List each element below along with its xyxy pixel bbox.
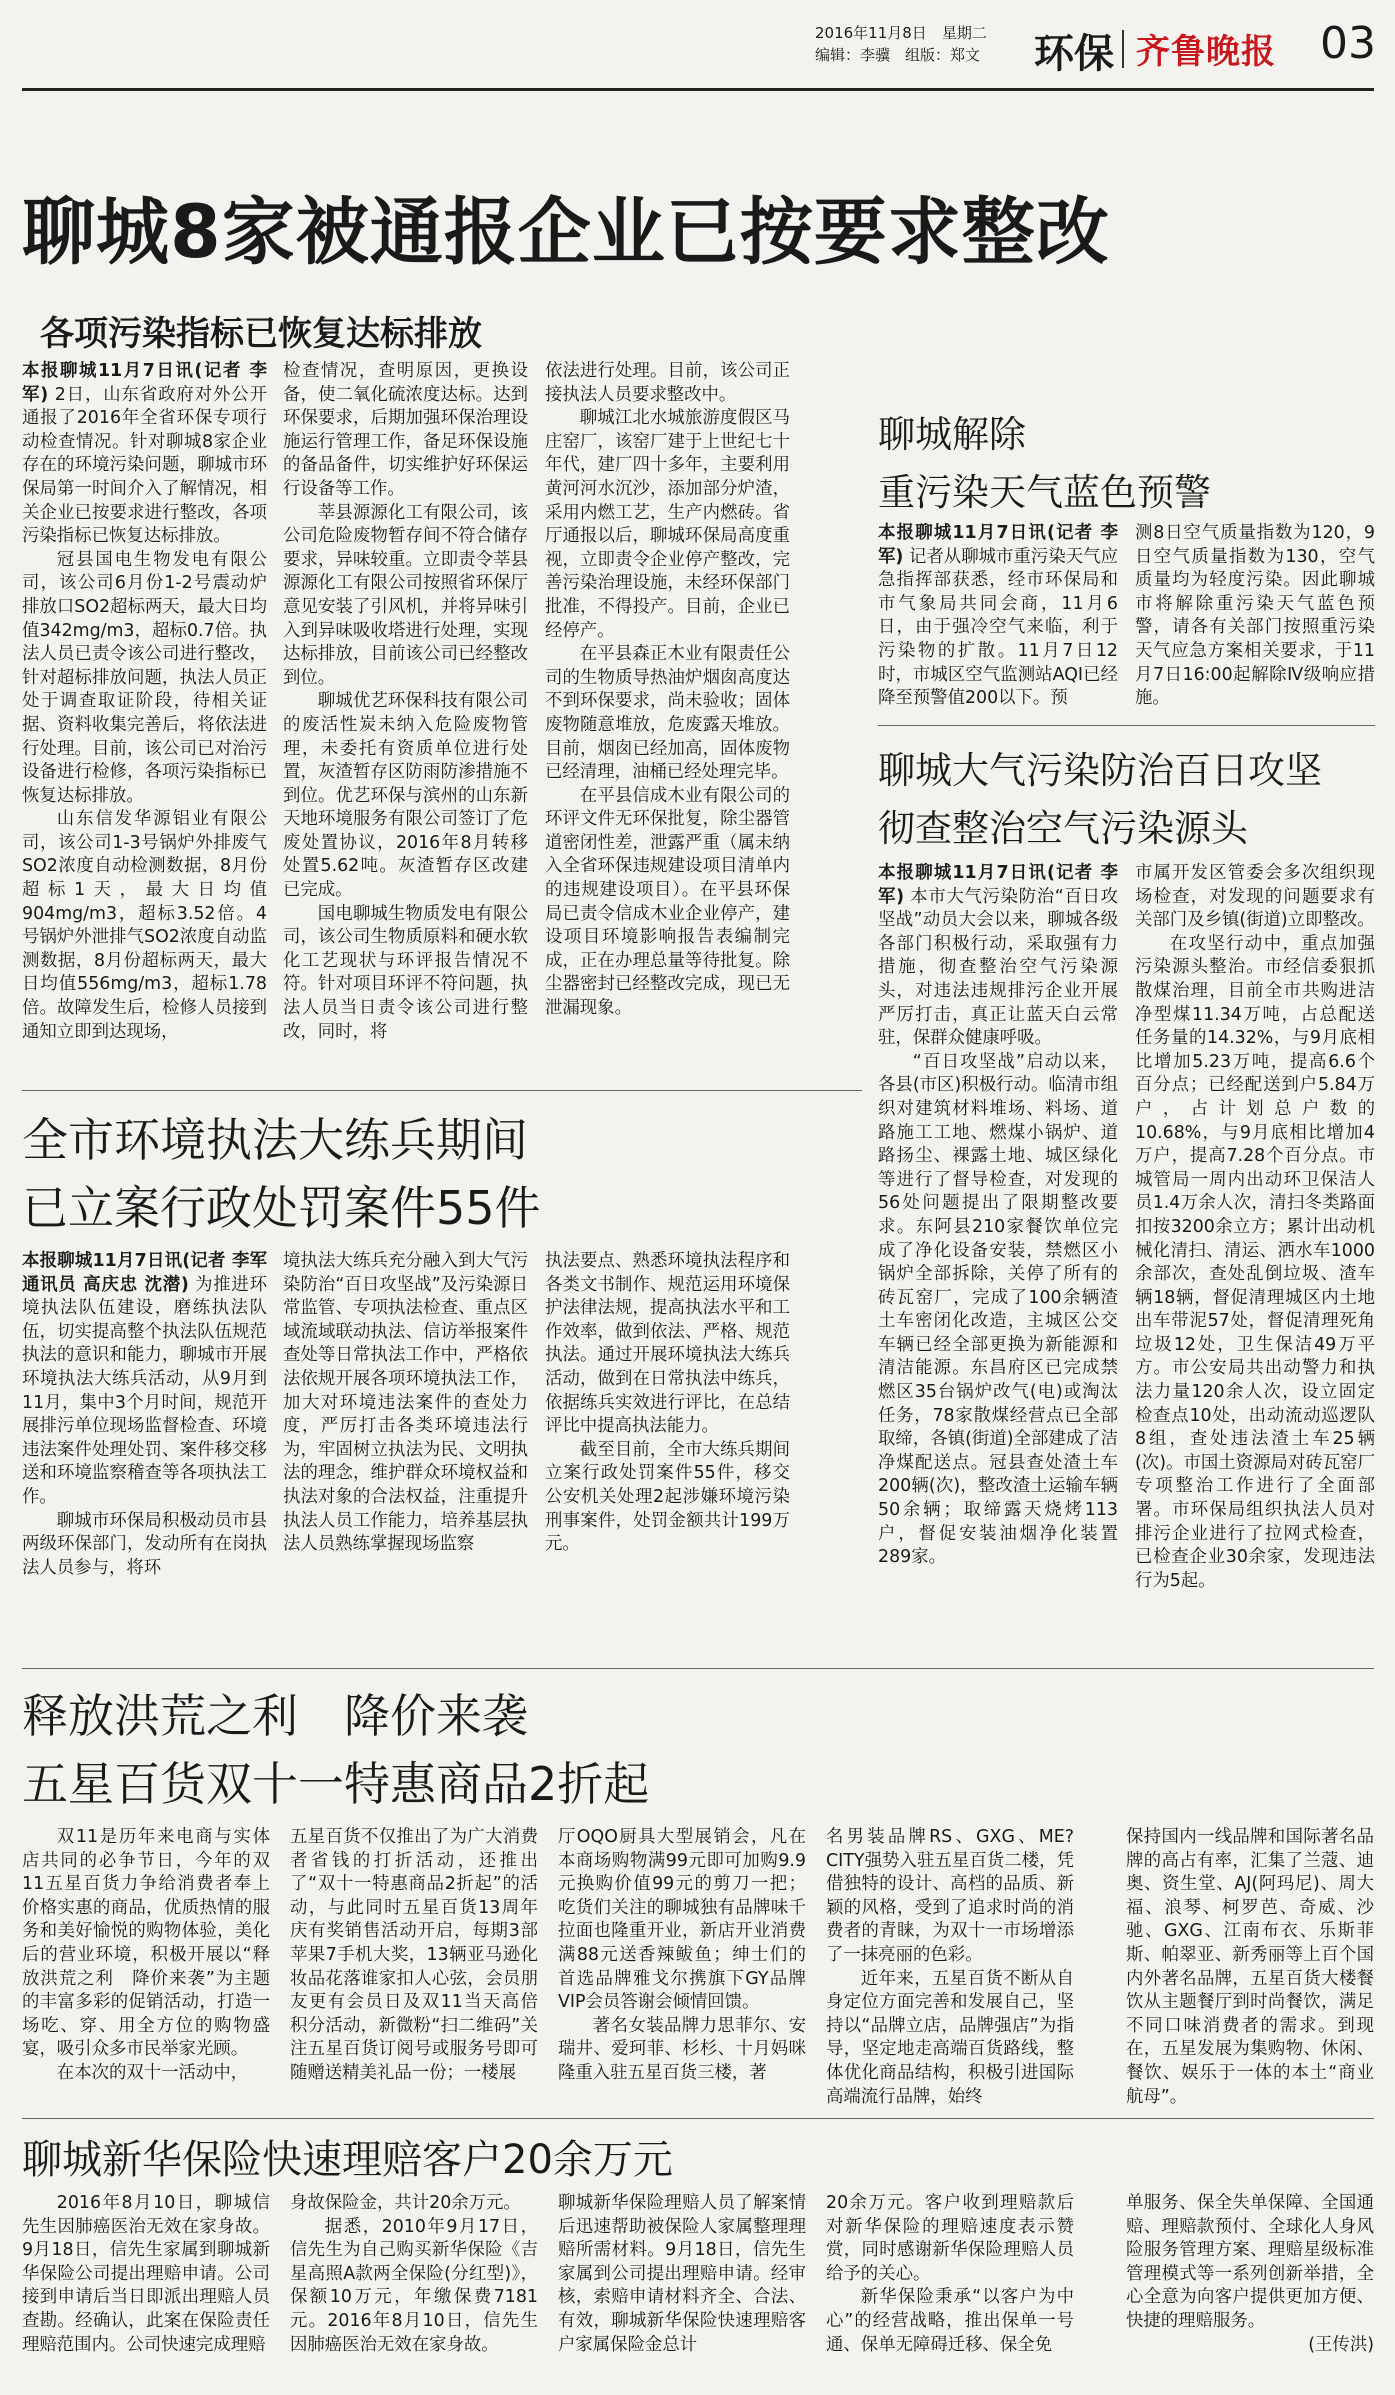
- a1-dateline: 本报聊城11月7日讯(记者 李军): [22, 361, 267, 405]
- a1-col3: [545, 360, 790, 1060]
- a3-headline-line1: 聊城大气污染防治百日攻坚: [878, 749, 1322, 792]
- a6-c4-p2: 新华保险秉承“以客户为中心”的经营战略，推出保单一号通、保单无障碍迁移、保全免: [826, 2287, 1074, 2355]
- a3-c1-p2: “百日攻坚战”启动以来，各县(市区)积极行动。临清市组织对建筑材料堆场、料场、道路施工工地、燃煤小锅炉、道路扬尘、裸露土地、城区绿化等进行了督导检查，对发现的56处问题提出了限期整改要求。东阿县210家餐饮单位完成了净化设备安装，禁燃区小锅炉全部拆除，关停了所有的砖瓦窑厂，完成了100余辆渣土车密闭化改造，主城区公交车辆已经全部更换为新能源和清洁能源。东昌府区已完成禁燃区35台锅炉改气(电)或淘汰任务，78家散煤经营点已全部取缔，各镇(街道)全部建成了洁净煤配送点。冠县查处渣土车200辆(次)，整改渣土运输车辆50余辆；取缔露天烧烤113户，督促安装油烟净化装置289家。: [878, 1051, 1118, 1568]
- a2-headline-line1: 聊城解除: [878, 413, 1026, 456]
- a3-col2: [1135, 862, 1375, 1732]
- a6-headline: 聊城新华保险快速理赔客户20余万元: [22, 2137, 673, 2183]
- a6-col3: [558, 2192, 806, 2382]
- a1-c2-p2: 莘县源源化工有限公司，该公司危险废物暂存间不符合储存要求，异味较重。立即责令莘县源源化工有限公司按照省环保厅意见安装了引风机，并将异味引入到异味吸收塔进行处理，实现达标排放，目前该公司已经整改到位。: [283, 502, 528, 688]
- a5-col3: [558, 1826, 806, 2116]
- a2-dateline: 本报聊城11月7日讯(记者 李军): [878, 523, 1118, 567]
- a1-c1-p1: 2日，山东省政府对外公开通报了2016年全省环保专项行动检查情况。针对聊城8家企业存在的环境污染问题，聊城市环保局第一时间介入了解情况，相关企业已按要求进行整改，各项污染指标已恢复达标排放。: [22, 384, 267, 547]
- a5-c1-p1: 双11是历年来电商与实体店共同的必争节日，今年的双11五星百货力争给消费者奉上价格实惠的商品，优质热情的服务和美好愉悦的购物体验，美化后的营业环境，积极开展以“释放洪荒之利 降价来袭”为主题的丰富多彩的促销活动，打造一场吃、穿、用全方位的购物盛宴，吸引众多市民举家光顾。: [22, 1827, 270, 2060]
- a5-headline-line2: 五星百货双十一特惠商品2折起: [22, 1757, 650, 1811]
- editor-credits: [815, 44, 980, 65]
- a6-c2-p2: 据悉，2010年9月17日，信先生为自己购买新华保险《吉星高照A款两全保险(分红型)》，保额10万元，年缴保费7181元。2016年8月10日，信先生因肺癌医治无效在家身故。: [290, 2216, 538, 2355]
- a4-c3-p1: 执法要点、熟悉环境执法程序和各类文书制作、规范运用环境保护法律法规，提高执法水平和工作效率，做到依法、严格、规范执法。通过开展环境执法大练兵活动，做到在日常执法中练兵，依据练兵实效进行评比，在总结评比中提高执法能力。: [545, 1251, 790, 1437]
- a2-c2-text: 测8日空气质量指数为120，9日空气质量指数为130，空气质量均为轻度污染。因此聊城市将解除重污染天气蓝色预警，请各有关部门按照重污染天气应急方案相关要求，于11月7日16:00起解除Ⅳ级响应措施。: [1135, 523, 1375, 709]
- a4-headline-line2: 已立案行政处罚案件55件: [22, 1181, 541, 1235]
- a2-c1-text: 记者从聊城市重污染天气应急指挥部获悉，经市环保局和市气象局共同会商，11月6日，由于强冷空气来临，利于污染物的扩散。11月7日12时，市城区空气监测站AQI已经降至预警值200以下。预: [878, 546, 1118, 709]
- designer-text: 组版：郑文: [905, 46, 981, 64]
- a1-subheadline: 各项污染指标已恢复达标排放: [40, 314, 482, 354]
- a1-c2-p3: 聊城优艺环保科技有限公司的废活性炭未纳入危险废物管理，未委托有资质单位进行处置，灰渣暂存区防雨防渗措施不到位。优艺环保与滨州的山东新天地环境服务有限公司签订了危废处置协议，2016年8月转移处置5.62吨。灰渣暂存区改建已完成。: [283, 691, 528, 901]
- a2-col1: [878, 522, 1118, 722]
- a6-c1-p1: 2016年8月10日，聊城信先生因肺癌医治无效在家身故。9月18日，信先生家属到聊城新华保险公司提出理赔申请。公司接到申请后当日即派出理赔人员查勘。经确认，此案在保险责任理赔范围内。公司快速完成理赔: [22, 2193, 270, 2355]
- a1-c3-p1: 依法进行处理。目前，该公司正接执法人员要求整改中。: [545, 361, 790, 405]
- date-text: 2016年11月8日: [815, 24, 927, 42]
- a5-top-rule: [22, 1668, 1374, 1669]
- a5-headline-line1: 释放洪荒之利 降价来袭: [22, 1689, 528, 1743]
- a2-headline-line2: 重污染天气蓝色预警: [878, 471, 1211, 514]
- a6-col4: [826, 2192, 1074, 2382]
- page-number: 03: [1320, 18, 1376, 69]
- a1-c1-p2: 冠县国电生物发电有限公司，该公司6月份1-2号震动炉排放口SO2超标两天，最大日均值342mg/m3，超标0.7倍。执法人员已责令该公司进行整改，针对超标排放问题，执法人员正处于调查取证阶段，待相关证据、资料收集完善后，将依法进行处理。目前，该公司已对治污设备进行检修，各项污染指标已恢复达标排放。: [22, 549, 267, 806]
- section-name: 环保: [1034, 31, 1114, 77]
- a4-headline-line1: 全市环境执法大练兵期间: [22, 1113, 528, 1167]
- a6-col5: [1126, 2192, 1374, 2382]
- a6-byline: (王传洪): [1308, 2334, 1374, 2355]
- a4-top-rule: [22, 1090, 862, 1091]
- a1-col1: [22, 360, 267, 1085]
- a1-c1-p3: 山东信发华源铝业有限公司，该公司1-3号锅炉外排废气SO2浓度自动检测数据，8月份超标1天，最大日均值904mg/m3，超标3.52倍。4号锅炉外泄排气SO2浓度自动监测数据，8月份超标两天，最大日均值556mg/m3，超标1.78倍。故障发生后，检修人员接到通知立即到达现场，: [22, 809, 267, 1042]
- a5-c1-p2: 在本次的双十一活动中，: [56, 2062, 249, 2083]
- a3-col1: [878, 862, 1118, 1732]
- a5-c2-p1: 五星百货不仅推出了为广大消费者省钱的打折活动，还推出了“双十一特惠商品2折起”的活动，与此同时五星百货13周年庆有奖销售活动开启，每期3部苹果7手机大奖，13辆亚马逊化妆品花落谁家扣人心弦，会员朋友更有会员日及双11当天高倍积分活动，新微粉“扫二维码”关注五星百货订阅号或服务号即可随赠送精美礼品一份；一楼展: [290, 1827, 538, 2083]
- a3-c2-p2: 在攻坚行动中，重点加强污染源头整治。市经信委狠抓散煤治理，目前全市共购进洁净型煤11.34万吨，占总配送任务量的14.32%，与9月底相比增加5.23万吨，提高6.6个百分点；已经配送到户5.84万户，占计划总户数的10.68%，与9月底相比增加4万户，提高7.28个百分点。市城管局一周内出动环卫保洁人员1.4万余人次，清扫冬类路面扣按3200余立方；累计出动机械化清扫、清运、洒水车1000余部次，查处乱倒垃圾、渣车辆18辆，督促清理城区内土地出车带泥57处，督促清理死角垃圾12处，卫生保洁49万平方。市公安局共出动警力和执法力量120余人次，设立固定检查点10处，出动流动巡逻队8组，查处违法渣土车25辆(次)。市国土资源局对砖瓦窑厂专项整治工作进行了全面部署。市环保局组织执法人员对排污企业进行了拉网式检查，已检查企业30余家，发现违法行为5起。: [1135, 933, 1375, 1591]
- a4-c3-p2: 截至目前，全市大练兵期间立案行政处罚案件55件，移交公安机关处理2起涉嫌环境污染刑事案件，处罚金额共计199万元。: [545, 1439, 790, 1555]
- a4-dateline: 本报聊城11月7日讯(记者 李军 通讯员 高庆忠 沈潜): [22, 1251, 267, 1295]
- a5-col1: [22, 1826, 270, 2116]
- masthead-rule: [22, 88, 1374, 91]
- a4-c1-p1: 为推进环境执法队伍建设，磨练执法队伍，切实提高整个执法队伍规范执法的意识和能力，聊城市开展环境执法大练兵活动，从9月到11月，集中3个月时间，规范开展排污单位现场监督检查、环境违法案件处理处罚、案件移交移送和环境监察稽查等各项执法工作。: [22, 1274, 267, 1507]
- a6-c5-p1: 单服务、保全失单保障、全国通赔、理赔款预付、全球化人身风险服务管理方案、理赔星级标准管理模式等一系列创新举措，全心全意为向客户提供更加方便、快捷的理赔服务。: [1126, 2193, 1374, 2331]
- a4-col1: [22, 1250, 267, 1655]
- a5-c3-p2: 著名女装品牌力思菲尔、安瑞井、爱珂菲、杉杉、十月妈咪隆重入驻五星百货三楼，著: [558, 2015, 806, 2083]
- a4-col2: [283, 1250, 528, 1655]
- a5-c5-p1: 保持国内一线品牌和国际著名品牌的高占有率，汇集了兰蔻、迪奥、资生堂、AJ(阿玛尼)、周大福、浪琴、柯罗芭、奇威、沙驰、GXG、江南布衣、乐斯菲斯、帕翠亚、新秀丽等上百个国内外著名品牌，五星百货大楼餐饮从主题餐厅到时尚餐饮，满足不同口味消费者的需求。到现在，五星发展为集购物、休闲、餐饮、娱乐于一体的本土“商业航母”。: [1126, 1827, 1374, 2107]
- a6-c3-p1: 聊城新华保险理赔人员了解案情后迅速帮助被保险人家属整理理赔所需材料。9月18日，信先生家属到公司提出理赔申请。经审核，索赔申请材料齐全、合法、有效，聊城新华保险快速理赔客户家属保险金总计: [558, 2193, 806, 2355]
- a5-c4-p2: 近年来，五星百货不断从自身定位方面完善和发展自己，坚持以“品牌立店，品牌强店”为指导，坚定地走高端百货路线，整体优化商品结构，积极引进国际高端流行品牌，始终: [826, 1968, 1074, 2107]
- a5-col2: [290, 1826, 538, 2116]
- editor-text: 编辑：李骥: [815, 46, 891, 64]
- a5-c4-p1: 名男装品牌RS、GXG、ME?CITY强势入驻五星百货二楼，凭借独特的设计、高档的品质、新颖的风格，受到了追求时尚的消费者的青睐，为双十一市场增添了一抹亮丽的色彩。: [826, 1827, 1074, 1965]
- a6-c4-p1: 20余万元。客户收到理赔款后对新华保险的理赔速度表示赞赏，同时感谢新华保险理赔人员给予的关心。: [826, 2193, 1074, 2284]
- a4-c1-p2: 聊城市环保局积极动员市县两级环保部门，发动所有在岗执法人员参与，将环: [22, 1510, 267, 1578]
- weekday-text: 星期二: [941, 24, 987, 42]
- a6-top-rule: [22, 2118, 1374, 2119]
- a3-dateline: 本报聊城11月7日讯(记者 李军): [878, 863, 1118, 907]
- a5-col4: [826, 1826, 1074, 2116]
- a6-col1: [22, 2192, 270, 2382]
- issue-date: [815, 22, 987, 43]
- a5-c3-p1: 厅OQO厨具大型展销会，凡在本商场购物满99元即可加购9.9元换购价值99元的剪刀一把；吃货们关注的聊城独有品牌味千拉面也隆重开业，新店开业消费满88元送香辣鲅鱼；绅士们的首选品牌雅戈尔携旗下GY品牌VIP会员答谢会倾情回馈。: [558, 1827, 806, 2013]
- a1-col2: [283, 360, 528, 1085]
- a1-c2-p1: 检查情况，查明原因，更换设备，使二氧化硫浓度达标。达到环保要求，后期加强环保治理设施运行管理工作，备足环保设施的备品备件，切实维护好环保运行设备等工作。: [283, 361, 528, 499]
- a1-headline: 聊城8家被通报企业已按要求整改: [22, 190, 1110, 275]
- masthead-divider: [1122, 30, 1124, 68]
- a6-c2-p1: 身故保险金，共计20余万元。: [290, 2193, 521, 2213]
- a3-c1-p1: 本市大气污染防治“百日攻坚战”动员大会以来，聊城各级各部门积极行动，采取强有力措施，彻查整治空气污染源头，对违法违规排污企业开展严厉打击，真正让蓝天白云常驻，保群众健康呼吸。: [878, 886, 1118, 1049]
- a1-c3-p3: 在平县森正木业有限责任公司的生物质导热油炉烟囱高度达不到环保要求，尚未验收；固体废物随意堆放，危废露天堆放。目前，烟囱已经加高，固体废物已经清理，油桶已经处理完毕。: [545, 644, 790, 783]
- a1-c3-p2: 聊城江北水城旅游度假区马庄窑厂，该窑厂建于上世纪七十年代，建厂四十多年，主要利用黄河河水沉沙，添加部分炉渣，采用内燃工艺，生产内燃砖。省厅通报以后，聊城环保局高度重视，立即责令企业停产整改，完善污染治理设施，未经环保部门批准，不得投产。目前，企业已经停产。: [545, 408, 790, 641]
- a1-c2-p4: 国电聊城生物质发电有限公司，该公司生物质原料和硬水软化工艺现状与环评报告情况不符。针对项目环评不符问题，执法人员当日责令该公司进行整改，同时，将: [283, 903, 528, 1042]
- a5-col5: [1126, 1826, 1374, 2116]
- a4-c2-p1: 境执法大练兵充分融入到大气污染防治“百日攻坚战”及污染源日常监管、专项执法检查、重点区域流域联动执法、信访举报案件查处等日常执法工作中，严格依法依规开展各项环境执法工作，加大对环境违法案件的查处力度，严厉打击各类环境违法行为，牢固树立执法为民、文明执法的理念，维护群众环境权益和执法对象的合法权益，注重提升执法人员工作能力，培养基层执法人员熟练掌握现场监察: [283, 1251, 528, 1555]
- masthead: [0, 0, 1395, 88]
- a6-col2: [290, 2192, 538, 2382]
- paper-logo: 齐鲁晚报: [1136, 32, 1276, 72]
- a3-headline-line2: 彻查整治空气污染源头: [878, 807, 1248, 850]
- a4-col3: [545, 1250, 790, 1655]
- a2-col2: [1135, 522, 1375, 722]
- a2-bottom-rule: [878, 725, 1375, 726]
- a3-c2-p1: 市属开发区管委会多次组织现场检查，对发现的问题要求有关部门及乡镇(街道)立即整改。: [1135, 863, 1375, 931]
- a1-c3-p4: 在平县信成木业有限公司的环评文件无环保批复，除尘器管道密闭性差，泄露严重（属未纳入全省环保违规建设项目清单内的违规建设项目）。在平县环保局已责令信成木业企业停产，建设项目环境影响报告表编制完成，正在办理总量等待批复。除尘器密封已经整改完成，现已无泄漏现象。: [545, 785, 790, 1019]
